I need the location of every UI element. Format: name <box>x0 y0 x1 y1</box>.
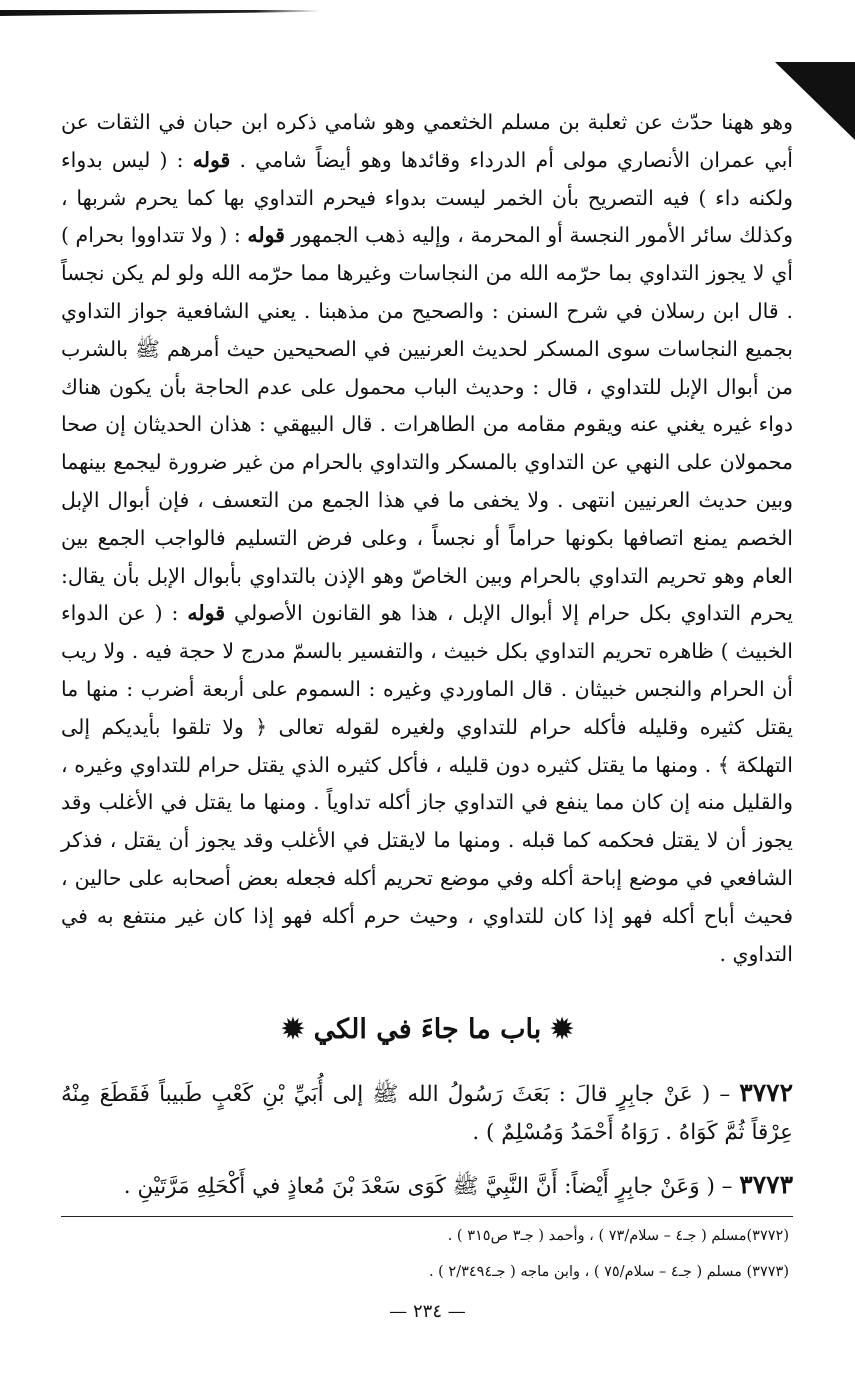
footnote: (٣٧٧٢)مسلم ( جـ٤ – سلام/٧٣ ) ، وأحمد ( جـ٣ ص٣١٥ ) . <box>447 1228 789 1244</box>
keyword-qawluhu: قوله <box>187 601 226 626</box>
chapter-heading: ✹ باب ما جاءَ في الكي ✹ <box>281 1014 574 1045</box>
keyword-qawluhu: قوله <box>192 147 231 172</box>
hadith-entry <box>61 1074 793 1152</box>
commentary-text <box>61 104 793 973</box>
hadith-text: – ( عَنْ جابِرٍ قالَ : بَعَثَ رَسُولُ الله ﷺ إلى أُبَيِّ بْنِ كَعْبٍ طَبيباً فَقَطَعَ مِنْهُ عِرْقاً ثُمَّ كَوَاهُ . رَوَاهُ أَحْمَدُ وَمُسْلِمٌ ) . <box>61 1082 793 1145</box>
hadith-text: – ( وَعَنْ جابِرٍ أَيْضاً: أَنَّ النَّبِيَّ ﷺ كَوَى سَعْدَ بْنَ مُعاذٍ في أَكْحَلِهِ مَرَّتَيْنِ . <box>123 1174 733 1199</box>
hadith-number: ٣٧٧٣ <box>739 1170 793 1199</box>
footnote-divider <box>61 1216 793 1217</box>
scan-edge-artifact <box>0 10 320 16</box>
commentary-paragraph: وهو ههنا حدّث عن ثعلبة بن مسلم الخثعمي وهو شامي ذكره ابن حبان في الثقات عن أبي عمران الأنصاري مولى أم الدرداء وقائدها وهو أيضاً شامي . قوله : ( ليس بدواء ولكنه داء ) فيه التصريح بأن الخمر ليست بدواء فيحرم التداوي بها كما يحرم شربها ، وكذلك سائر الأمور النجسة أو المحرمة ، وإليه ذهب الجمهور قوله : ( ولا تتداووا بحرام ) أي لا يجوز التداوي بما حرّمه الله من النجاسات وغيرها مما حرّمه الله ولو لم يكن نجساً . قال ابن رسلان في شرح السنن : والصحيح من مذهبنا . يعني الشافعية جواز التداوي بجميع النجاسات سوى المسكر لحديث العرنيين في الصحيحين حيث أمرهم ﷺ بالشرب من أبوال الإبل للتداوي ، قال : وحديث الباب محمول على عدم الحاجة بأن يكون هناك دواء غيره يغني عنه ويقوم مقامه من الطاهرات . قال البيهقي : هذان الحديثان إن صحا محمولان على النهي عن التداوي بالمسكر والتداوي بالحرام من غير ضرورة ليجمع بينهما وبين حديث العرنيين انتهى . ولا يخفى ما في هذا الجمع من التعسف ، فإن أبوال الإبل الخصم يمنع اتصافها بكونها حراماً أو نجساً ، وعلى فرض التسليم فالواجب الجمع بين العام وهو تحريم التداوي بالحرام وبين الخاصّ وهو الإذن بالتداوي بأبوال الإبل بأن يقال: يحرم التداوي بكل حرام إلا أبوال الإبل ، هذا هو القانون الأصولي قوله : ( عن الدواء الخبيث ) ظاهره تحريم التداوي بكل خبيث ، والتفسير بالسمّ مدرج لا حجة فيه . ولا ريب أن الحرام والنجس خبيثان . قال الماوردي وغيره : السموم على أربعة أضرب : منها ما يقتل كثيره وقليله فأكله حرام للتداوي ولغيره لقوله تعالى ﴿ ولا تلقوا بأيديكم إلى التهلكة ﴾ . ومنها ما يقتل كثيره دون قليله ، فأكل كثيره الذي يقتل حرام للتداوي وغيره ، والقليل منه إن كان مما ينفع في التداوي جاز أكله تداوياً . ومنها ما يقتل في الأغلب وقد يجوز أن لا يقتل فحكمه كما قبله . ومنها ما لايقتل في الأغلب وقد يجوز أن يقتل ، فذكر الشافعي في موضع إباحة أكله وفي موضع تحريم أكله فجعله بعض أصحابه على حالين ، فحيث أباح أكله فهو إذا كان للتداوي ، وحيث حرم أكله فهو إذا كان غير منتفع به في التداوي . <box>61 110 793 966</box>
footnote: (٣٧٧٣) مسلم ( جـ٤ – سلام/٧٥ ) ، وابن ماجه ( جـ٢/٣٤٩٤ ) . <box>428 1264 789 1280</box>
page-number: — ٢٣٤ — <box>389 1301 466 1322</box>
keyword-qawluhu: قوله <box>247 223 285 248</box>
hadith-number: ٣٧٧٢ <box>739 1078 793 1107</box>
hadith-entry <box>61 1166 793 1206</box>
